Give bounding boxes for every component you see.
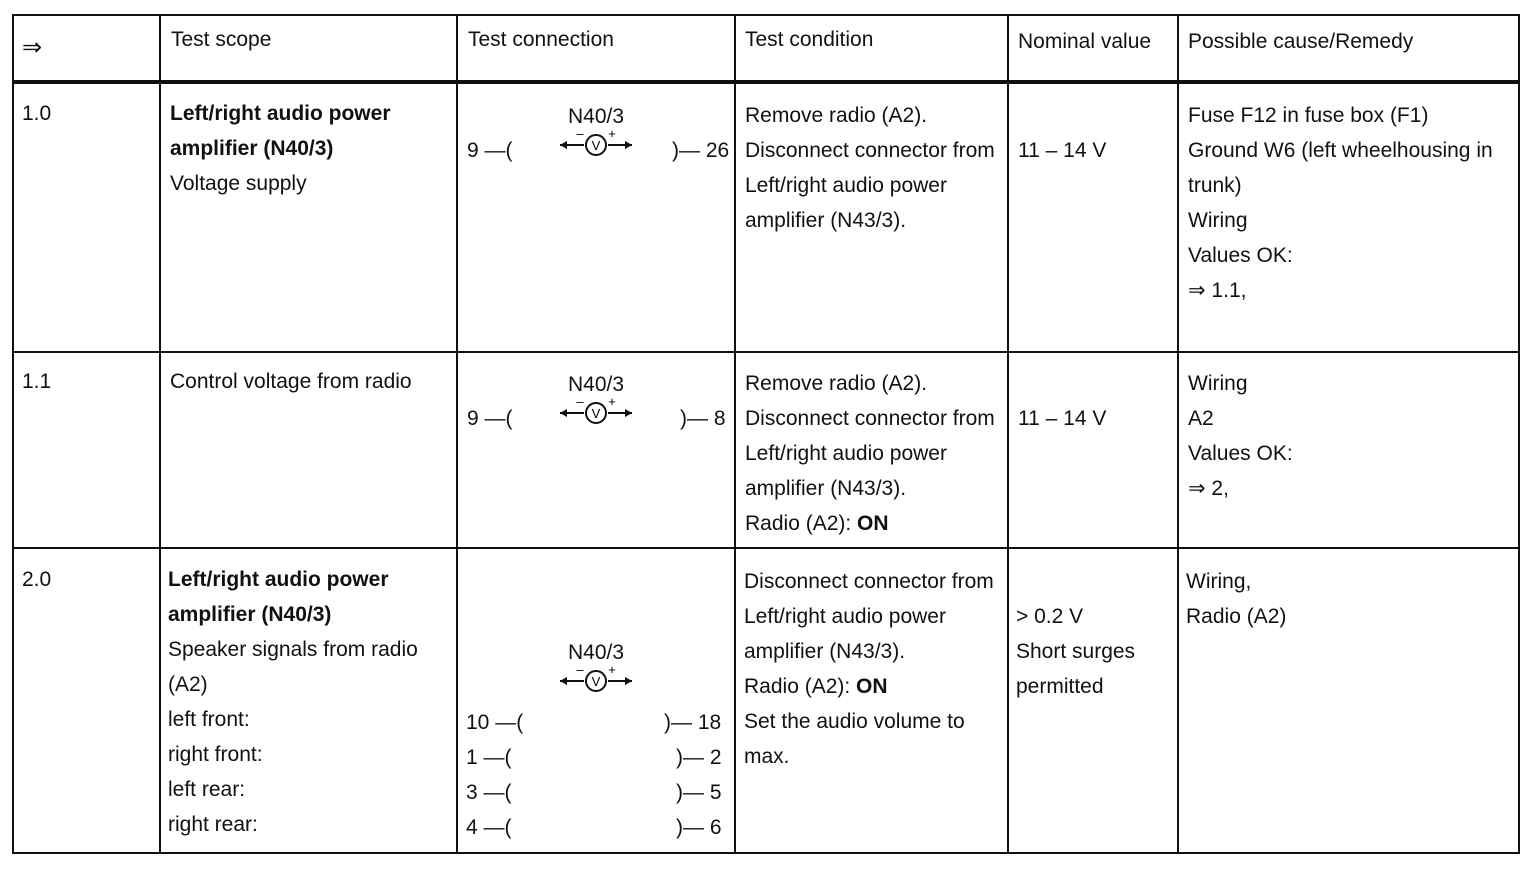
possible-cause: Wiring, Radio (A2) (1186, 570, 1287, 628)
test-condition: Remove radio (A2). Disconnect connector from Left/right audio power amplifier (N43/3). (745, 104, 995, 232)
test-scope: Left/right audio power amplifier (N40/3) Voltage supply (170, 102, 391, 195)
pin-left: 4 —( (466, 816, 512, 839)
header-test-connection: Test connection (468, 28, 614, 51)
column-divider (1177, 14, 1179, 854)
meter-label: N40/3 (567, 105, 625, 128)
step-number: 1.0 (22, 102, 52, 125)
voltmeter-icon (556, 398, 636, 426)
svg-text:+: + (608, 666, 616, 677)
meter-label: N40/3 (567, 641, 625, 664)
pin-right: )— 18 (664, 711, 722, 734)
pin-left: 3 —( (466, 781, 512, 804)
svg-text:V: V (591, 674, 601, 689)
test-condition: Remove radio (A2). Disconnect connector from Left/right audio power amplifier (N43/3). Radio (A2): ON (745, 372, 995, 535)
nominal-value: 11 – 14 V (1018, 139, 1107, 162)
svg-text:V: V (591, 406, 601, 421)
header-remedy: Possible cause/Remedy (1188, 30, 1414, 53)
svg-text:–: – (576, 130, 584, 141)
nominal-value: > 0.2 V Short surges permitted (1016, 605, 1136, 698)
voltmeter-icon (556, 666, 636, 694)
nominal-value: 11 – 14 V (1018, 407, 1107, 430)
voltmeter-symbol (556, 640, 636, 694)
header-nominal-value: Nominal value (1018, 30, 1152, 53)
pin-right: )— 6 (676, 816, 722, 839)
pin-left: 10 —( (466, 711, 524, 734)
svg-text:–: – (576, 398, 584, 409)
svg-text:V: V (591, 138, 601, 153)
pin-left: 9 —( (467, 407, 513, 430)
voltmeter-icon (556, 130, 636, 158)
test-condition: Disconnect connector from Left/right audio power amplifier (N43/3). Radio (A2): ON Set the audio volume to max. (744, 570, 994, 768)
column-divider (1007, 14, 1009, 854)
pin-right: )— 2 (676, 746, 722, 769)
pin-left: 9 —( (467, 139, 513, 162)
step-number: 2.0 (22, 568, 52, 591)
test-scope: Left/right audio power amplifier (N40/3) Speaker signals from radio (A2) left front: right front: left rear: right rear: (168, 568, 418, 836)
voltmeter-symbol (556, 372, 636, 426)
svg-text:–: – (576, 666, 584, 677)
test-scope: Control voltage from radio (170, 370, 412, 393)
pin-right: )— 26 (672, 139, 730, 162)
column-divider (456, 14, 458, 854)
row-divider (12, 547, 1520, 549)
pin-right: )— 8 (680, 407, 726, 430)
pin-right: )— 5 (676, 781, 722, 804)
header-test-condition: Test condition (745, 28, 874, 51)
column-divider (159, 14, 161, 854)
pin-left: 1 —( (466, 746, 512, 769)
arrow-header: ⇒ (22, 34, 43, 61)
row-divider (12, 351, 1520, 353)
svg-text:+: + (608, 130, 616, 141)
step-number: 1.1 (22, 370, 52, 393)
possible-cause: Wiring A2 Values OK: ⇒ 2, (1188, 372, 1293, 500)
column-divider (734, 14, 736, 854)
header-divider (12, 80, 1520, 84)
svg-text:+: + (608, 398, 616, 409)
meter-label: N40/3 (567, 373, 625, 396)
header-test-scope: Test scope (171, 28, 272, 51)
voltmeter-symbol (556, 104, 636, 158)
possible-cause: Fuse F12 in fuse box (F1) Ground W6 (left wheelhousing in trunk) Wiring Values OK: ⇒ 1.1, (1188, 104, 1493, 302)
